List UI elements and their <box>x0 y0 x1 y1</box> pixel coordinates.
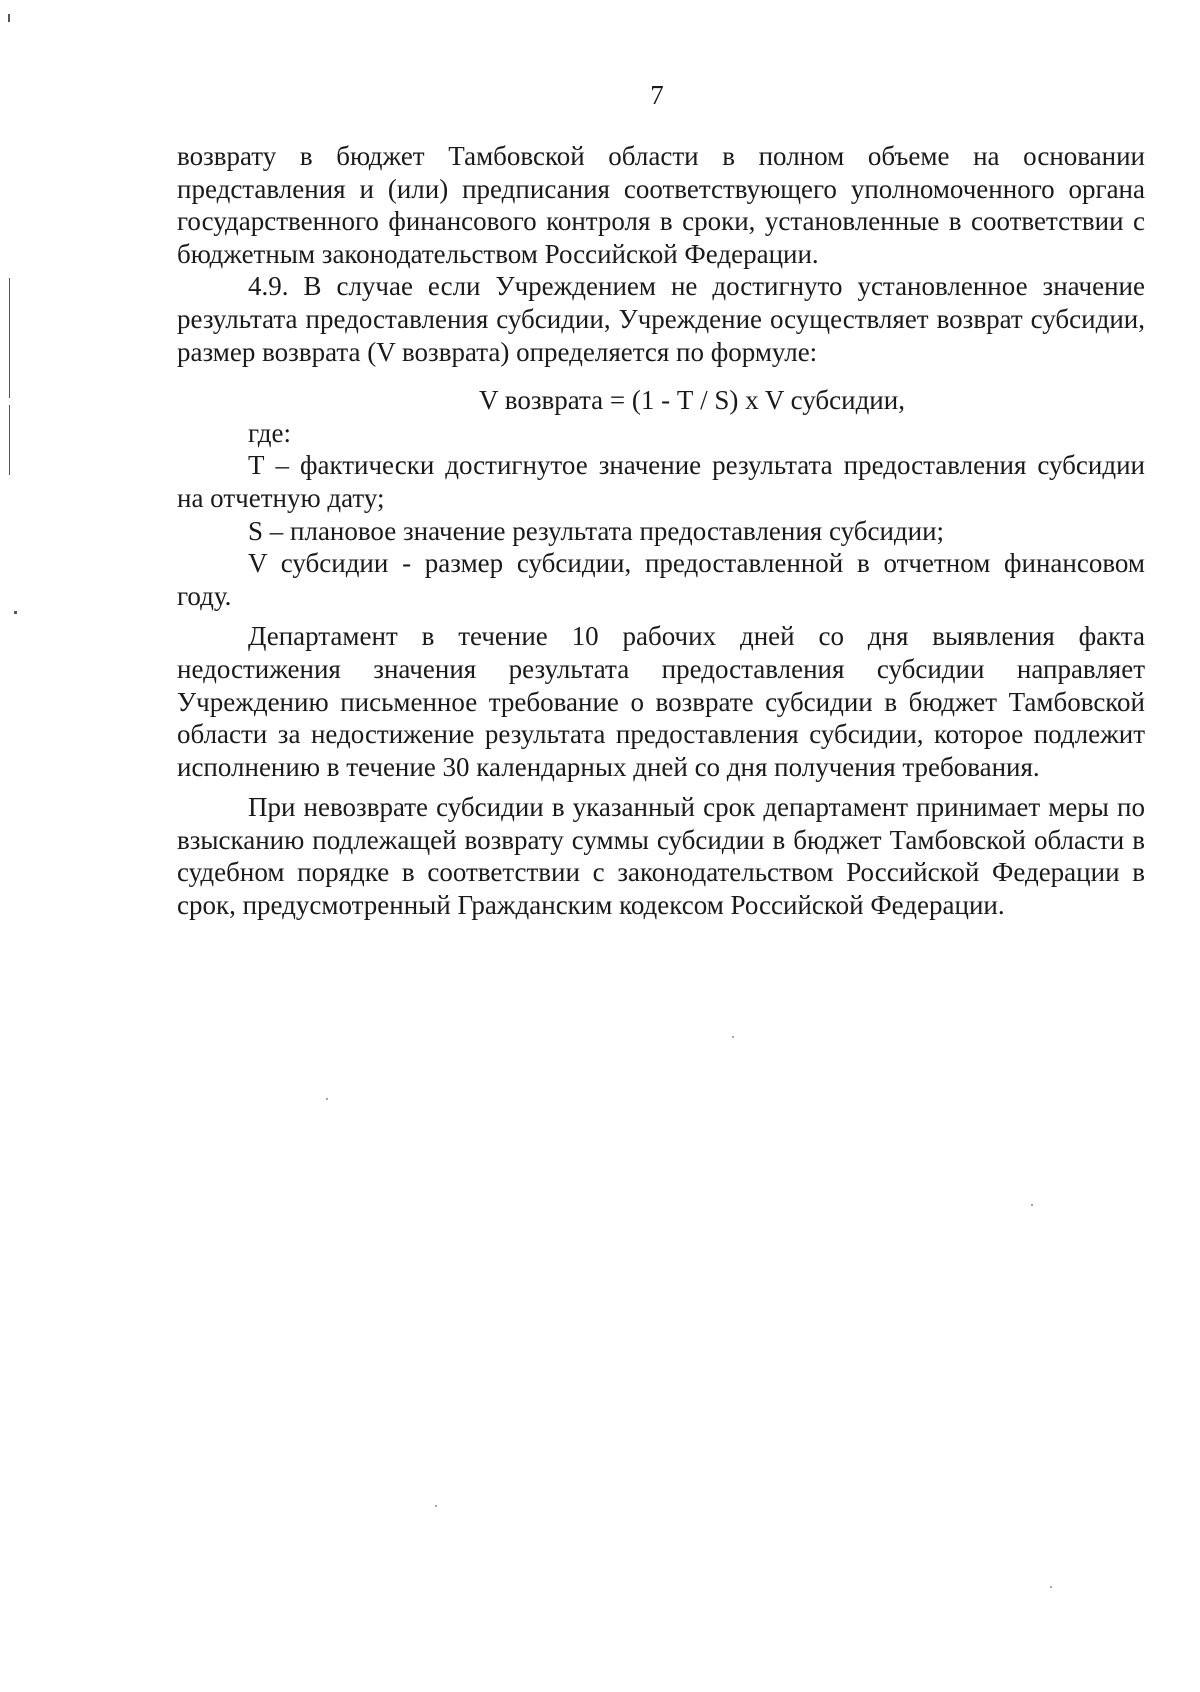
scan-mark <box>8 14 10 22</box>
definition-t: Т – фактически достигнутое значение результата предоставления субсидии на отчетную дату; <box>177 450 1145 513</box>
scan-speck <box>1050 1586 1052 1588</box>
paragraph-4-9: 4.9. В случае если Учреждением не достигнуто установленное значение результата предоставления субсидии, Учреждение осуществляет возврат субсидии, размер возврата (V возврата) определяется по формуле: <box>177 271 1145 367</box>
scan-edge-line <box>9 278 10 398</box>
definition-s: S – плановое значение результата предоставления субсидии; <box>248 515 945 546</box>
page-number: 7 <box>650 80 664 110</box>
scan-speck <box>732 1036 734 1038</box>
formula: V возврата = (1 - Т / S) x V субсидии, <box>479 385 905 416</box>
definition-v: V субсидии - размер субсидии, предоставленной в отчетном финансовом году. <box>177 548 1145 611</box>
scan-edge-line <box>9 405 10 475</box>
scan-speck <box>435 1505 437 1507</box>
scan-speck <box>1031 1204 1033 1206</box>
formula-where-label: где: <box>248 417 291 448</box>
scan-speck <box>326 1098 328 1100</box>
paragraph-department: Департамент в течение 10 рабочих дней со дня выявления факта недостижения значения результата предоставления субсидии направляет Учреждению письменное требование о возврате субсидии в бюджет Тамбовской области за недостижение результата предоставления субсидии, которое подлежит исполнению в течение 30 календарных дней со дня получения требования. <box>177 621 1145 782</box>
scan-mark <box>14 611 17 614</box>
paragraph-continuation: возврату в бюджет Тамбовской области в полном объеме на основании представления и (или) предписания соответствующего уполномоченного органа государственного финансового контроля в сроки, установленные в соответствии с бюджетным законодательством Российской Федерации. <box>177 141 1145 269</box>
paragraph-nonreturn: При невозврате субсидии в указанный срок департамент принимает меры по взысканию подлежащей возврату суммы субсидии в бюджет Тамбовской области в судебном порядке в соответствии с законодательством Российской Федерации в срок, предусмотренный Гражданским кодексом Российской Федерации. <box>177 792 1145 921</box>
document-body <box>177 140 1145 922</box>
